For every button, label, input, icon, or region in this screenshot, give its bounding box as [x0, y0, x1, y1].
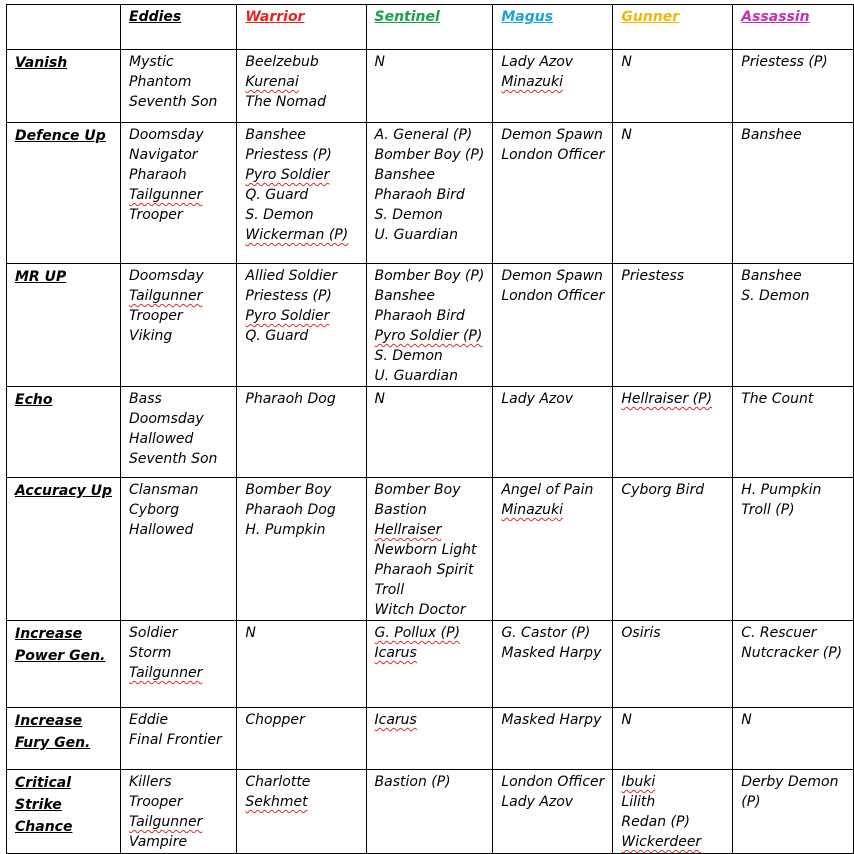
- cell-entry: Tailgunner: [129, 665, 203, 681]
- row-label: Power Gen.: [15, 648, 106, 664]
- cell-entry: Priestess (P): [245, 147, 332, 163]
- cell-entry: Pharaoh Spirit: [374, 562, 474, 578]
- column-header-label: Gunner: [621, 9, 680, 25]
- cell-magus: [493, 478, 613, 621]
- cell-entry: Wickerdeer: [621, 834, 702, 850]
- cell-entry: Icarus: [374, 645, 417, 661]
- cell-gunner: [613, 264, 733, 387]
- cell-entry: N: [621, 54, 632, 70]
- table-row: [7, 387, 854, 478]
- cell-gunner: [613, 50, 733, 123]
- cell-entry: Banshee: [741, 268, 802, 284]
- cell-entry: Ibuki: [621, 774, 656, 790]
- row-label: Accuracy Up: [15, 483, 113, 499]
- cell-entry: Derby Demon: [741, 774, 839, 790]
- cell-entry: Banshee: [374, 288, 435, 304]
- row-label: Fury Gen.: [15, 735, 91, 751]
- cell-warrior: [237, 621, 366, 708]
- column-header-sentinel: [366, 5, 493, 50]
- cell-entry: Lady Azov: [501, 794, 574, 810]
- cell-entry: Final Frontier: [129, 732, 222, 748]
- cell-entry: Q. Guard: [245, 328, 309, 344]
- cell-entry: Doomsday: [129, 268, 204, 284]
- row-label-cell: [7, 478, 121, 621]
- cell-entry: G. Castor (P): [501, 625, 591, 641]
- cell-magus: [493, 708, 613, 770]
- cell-entry: Pyro Soldier: [245, 308, 330, 324]
- cell-entry: N: [374, 391, 385, 407]
- cell-entry: Pyro Soldier: [245, 167, 330, 183]
- cell-entry: Bomber Boy (P): [374, 268, 485, 284]
- cell-entry: Banshee: [374, 167, 435, 183]
- cell-entry: Trooper: [129, 794, 183, 810]
- cell-entry: Killers: [129, 774, 172, 790]
- cell-entry: Banshee: [245, 127, 306, 143]
- row-label: Echo: [15, 392, 53, 408]
- cell-entry: Lilith: [621, 794, 656, 810]
- cell-warrior: [237, 770, 366, 854]
- cell-entry: Angel of Pain: [501, 482, 594, 498]
- cell-gunner: [613, 123, 733, 264]
- cell-assassin: [733, 264, 854, 387]
- cell-warrior: [237, 708, 366, 770]
- cell-entry: N: [621, 712, 632, 728]
- corner-cell: [7, 5, 121, 50]
- column-header-eddies: [121, 5, 237, 50]
- row-label: Strike: [15, 797, 62, 813]
- table-row: [7, 123, 854, 264]
- cell-entry: Icarus: [374, 712, 417, 728]
- cell-magus: [493, 770, 613, 854]
- cell-entry: Cyborg Bird: [621, 482, 705, 498]
- cell-entry: Banshee: [741, 127, 802, 143]
- cell-gunner: [613, 387, 733, 478]
- column-header-label: Magus: [501, 9, 554, 25]
- cell-sentinel: [366, 708, 493, 770]
- cell-sentinel: [366, 770, 493, 854]
- cell-eddies: [121, 770, 237, 854]
- table-body: [7, 50, 854, 854]
- cell-entry: Pharaoh Bird: [374, 308, 465, 324]
- cell-entry: N: [374, 54, 385, 70]
- cell-entry: Doomsday: [129, 411, 204, 427]
- table-row: [7, 621, 854, 708]
- cell-entry: Q. Guard: [245, 187, 309, 203]
- cell-sentinel: [366, 387, 493, 478]
- cell-entry: S. Demon: [374, 348, 443, 364]
- row-label-cell: [7, 50, 121, 123]
- cell-entry: Clansman: [129, 482, 199, 498]
- cell-entry: Beelzebub: [245, 54, 319, 70]
- cell-entry: Cyborg: [129, 502, 180, 518]
- cell-entry: Navigator: [129, 147, 198, 163]
- cell-eddies: [121, 264, 237, 387]
- cell-warrior: [237, 123, 366, 264]
- cell-entry: Trooper: [129, 308, 183, 324]
- cell-assassin: [733, 770, 854, 854]
- cell-entry: Vampire: [129, 834, 188, 850]
- cell-entry: Demon Spawn: [501, 127, 603, 143]
- cell-gunner: [613, 478, 733, 621]
- cell-entry: Troll: [374, 582, 405, 598]
- column-header-warrior: [237, 5, 366, 50]
- cell-entry: S. Demon: [374, 207, 443, 223]
- cell-assassin: [733, 123, 854, 264]
- cell-entry: Seventh Son: [129, 451, 218, 467]
- cell-eddies: [121, 387, 237, 478]
- row-label: Vanish: [15, 55, 68, 71]
- cell-entry: Bastion (P): [374, 774, 451, 790]
- row-label-cell: [7, 621, 121, 708]
- cell-entry: Bomber Boy: [374, 482, 461, 498]
- cell-entry: Bomber Boy: [245, 482, 332, 498]
- cell-entry: Demon Spawn: [501, 268, 603, 284]
- table-row: [7, 50, 854, 123]
- cell-entry: Osiris: [621, 625, 661, 641]
- cell-entry: The Nomad: [245, 94, 327, 110]
- cell-entry: N: [741, 712, 752, 728]
- cell-entry: Priestess (P): [245, 288, 332, 304]
- row-label-cell: [7, 387, 121, 478]
- cell-entry: Hallowed: [129, 522, 194, 538]
- cell-gunner: [613, 770, 733, 854]
- cell-entry: Wickerman (P): [245, 227, 349, 243]
- cell-entry: N: [621, 127, 632, 143]
- cell-entry: Priestess (P): [741, 54, 828, 70]
- row-label: Increase: [15, 713, 83, 729]
- column-header-gunner: [613, 5, 733, 50]
- cell-assassin: [733, 621, 854, 708]
- cell-entry: Pyro Soldier (P): [374, 328, 483, 344]
- cell-entry: Witch Doctor: [374, 602, 466, 618]
- cell-warrior: [237, 478, 366, 621]
- cell-entry: Pharaoh Dog: [245, 502, 336, 518]
- cell-eddies: [121, 621, 237, 708]
- cell-entry: Minazuki: [501, 74, 563, 90]
- cell-entry: Redan (P): [621, 814, 690, 830]
- cell-sentinel: [366, 264, 493, 387]
- cell-entry: S. Demon: [741, 288, 810, 304]
- cell-sentinel: [366, 123, 493, 264]
- cell-eddies: [121, 708, 237, 770]
- cell-entry: Nutcracker (P): [741, 645, 843, 661]
- cell-entry: Bastion: [374, 502, 427, 518]
- row-label-cell: [7, 123, 121, 264]
- cell-entry: Soldier: [129, 625, 178, 641]
- cell-sentinel: [366, 50, 493, 123]
- cell-warrior: [237, 387, 366, 478]
- cell-entry: Chopper: [245, 712, 305, 728]
- cell-entry: London Officer: [501, 774, 605, 790]
- cell-entry: Kurenai: [245, 74, 299, 90]
- cell-entry: U. Guardian: [374, 368, 458, 384]
- column-header-magus: [493, 5, 613, 50]
- table-row: [7, 478, 854, 621]
- cell-warrior: [237, 50, 366, 123]
- row-label-cell: [7, 770, 121, 854]
- cell-entry: Phantom: [129, 74, 192, 90]
- cell-entry: (P): [741, 794, 761, 810]
- cell-entry: Pharaoh Bird: [374, 187, 465, 203]
- cell-entry: Tailgunner: [129, 814, 203, 830]
- cell-magus: [493, 123, 613, 264]
- row-label: Critical: [15, 775, 72, 791]
- cell-magus: [493, 264, 613, 387]
- cell-eddies: [121, 50, 237, 123]
- cell-entry: S. Demon: [245, 207, 314, 223]
- cell-entry: Troll (P): [741, 502, 795, 518]
- column-header-label: Warrior: [245, 9, 305, 25]
- skill-table: [6, 4, 854, 854]
- cell-assassin: [733, 387, 854, 478]
- cell-entry: Allied Soldier: [245, 268, 338, 284]
- cell-entry: H. Pumpkin: [741, 482, 822, 498]
- cell-entry: Hallowed: [129, 431, 194, 447]
- cell-entry: Priestess: [621, 268, 685, 284]
- row-label: Defence Up: [15, 128, 106, 144]
- cell-entry: Lady Azov: [501, 54, 574, 70]
- cell-assassin: [733, 478, 854, 621]
- row-label: Chance: [15, 819, 73, 835]
- cell-eddies: [121, 123, 237, 264]
- table-row: [7, 264, 854, 387]
- cell-entry: A. General (P): [374, 127, 473, 143]
- cell-entry: London Officer: [501, 288, 605, 304]
- cell-magus: [493, 621, 613, 708]
- cell-entry: Pharaoh Dog: [245, 391, 336, 407]
- row-label-cell: [7, 264, 121, 387]
- cell-entry: Bomber Boy (P): [374, 147, 485, 163]
- cell-gunner: [613, 621, 733, 708]
- cell-entry: Sekhmet: [245, 794, 308, 810]
- cell-entry: Viking: [129, 328, 173, 344]
- cell-entry: Mystic: [129, 54, 174, 70]
- cell-magus: [493, 50, 613, 123]
- cell-sentinel: [366, 621, 493, 708]
- cell-magus: [493, 387, 613, 478]
- cell-entry: Storm: [129, 645, 172, 661]
- row-label-cell: [7, 708, 121, 770]
- cell-entry: Tailgunner: [129, 187, 203, 203]
- cell-eddies: [121, 478, 237, 621]
- cell-entry: The Count: [741, 391, 814, 407]
- cell-entry: Minazuki: [501, 502, 563, 518]
- column-header-label: Sentinel: [374, 9, 440, 25]
- cell-entry: Hellraiser: [374, 522, 442, 538]
- row-label: MR UP: [15, 269, 67, 285]
- cell-entry: U. Guardian: [374, 227, 458, 243]
- cell-assassin: [733, 50, 854, 123]
- cell-entry: Doomsday: [129, 127, 204, 143]
- column-header-assassin: [733, 5, 854, 50]
- header-row: [7, 5, 854, 50]
- table-row: [7, 770, 854, 854]
- table-row: [7, 708, 854, 770]
- column-header-label: Eddies: [129, 9, 182, 25]
- cell-assassin: [733, 708, 854, 770]
- cell-entry: N: [245, 625, 256, 641]
- cell-entry: Eddie: [129, 712, 169, 728]
- cell-entry: Pharaoh: [129, 167, 187, 183]
- cell-entry: Masked Harpy: [501, 645, 602, 661]
- cell-entry: G. Pollux (P): [374, 625, 461, 641]
- cell-entry: Hellraiser (P): [621, 391, 713, 407]
- cell-entry: Trooper: [129, 207, 183, 223]
- cell-entry: H. Pumpkin: [245, 522, 326, 538]
- cell-entry: Newborn Light: [374, 542, 477, 558]
- column-header-label: Assassin: [741, 9, 810, 25]
- cell-entry: Tailgunner: [129, 288, 203, 304]
- cell-entry: Charlotte: [245, 774, 311, 790]
- cell-entry: Masked Harpy: [501, 712, 602, 728]
- cell-warrior: [237, 264, 366, 387]
- cell-entry: London Officer: [501, 147, 605, 163]
- cell-entry: C. Rescuer: [741, 625, 817, 641]
- cell-entry: Seventh Son: [129, 94, 218, 110]
- row-label: Increase: [15, 626, 83, 642]
- cell-sentinel: [366, 478, 493, 621]
- cell-gunner: [613, 708, 733, 770]
- cell-entry: Lady Azov: [501, 391, 574, 407]
- cell-entry: Bass: [129, 391, 162, 407]
